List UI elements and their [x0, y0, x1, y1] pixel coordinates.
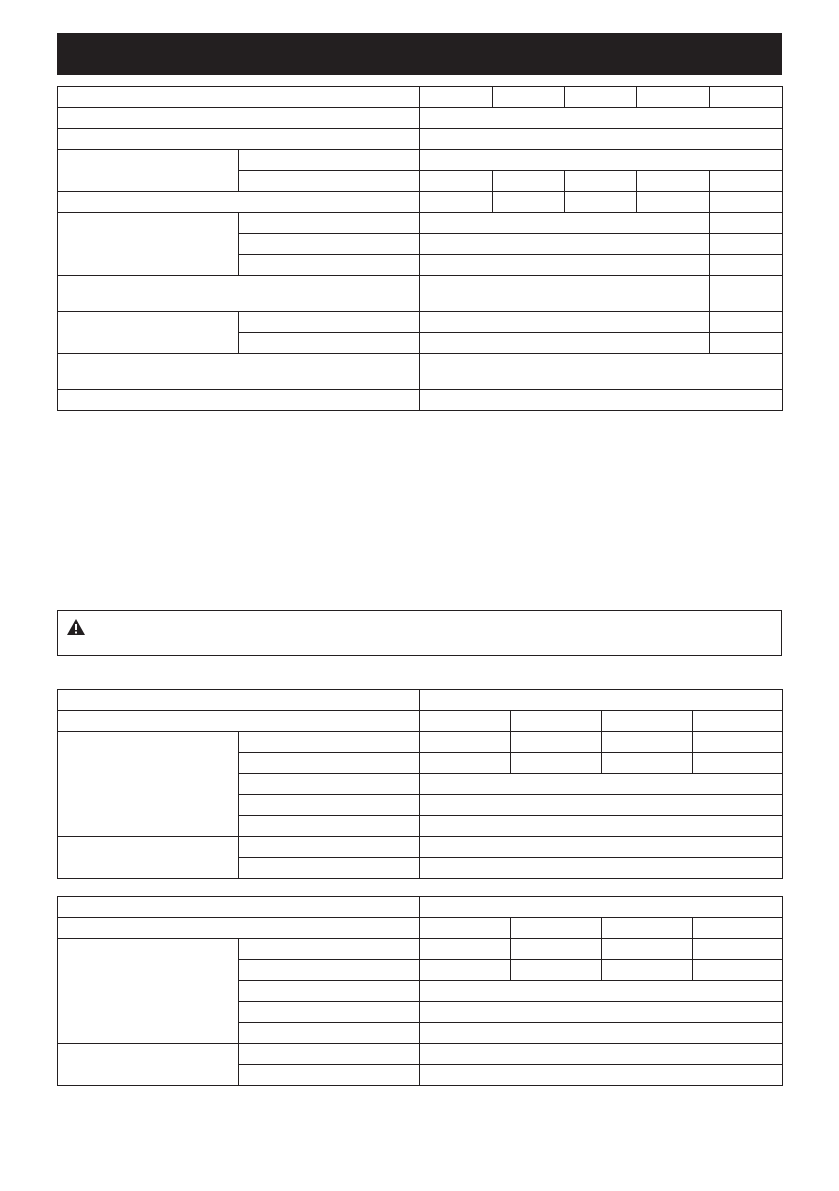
table-cell: [239, 774, 420, 795]
table-cell: [58, 732, 239, 837]
table-cell: [565, 192, 637, 213]
table-row: [58, 312, 783, 333]
table-row: [58, 897, 783, 918]
table-cell: [58, 354, 420, 390]
table-row: [58, 939, 783, 960]
table-cell: [239, 795, 420, 816]
table-cell: [239, 333, 420, 354]
table-cell: [420, 858, 783, 879]
table-cell: [420, 1044, 783, 1065]
table-row: [58, 1044, 783, 1065]
table-cell: [493, 87, 565, 108]
table-cell: [420, 192, 493, 213]
table-cell: [420, 255, 710, 276]
table-cell: [58, 837, 239, 879]
table-cell: [602, 753, 693, 774]
table-cell: [420, 276, 710, 312]
table-cell: [239, 171, 420, 192]
table-cell: [58, 1044, 239, 1086]
table-cell: [58, 939, 239, 1044]
table-cell: [493, 192, 565, 213]
table-cell: [420, 1002, 783, 1023]
table-row: [58, 354, 783, 390]
table-cell: [420, 918, 511, 939]
table-cell: [420, 87, 493, 108]
table-cell: [602, 960, 693, 981]
table-cell: [602, 732, 693, 753]
table-cell: [58, 312, 239, 354]
table-row: [58, 276, 783, 312]
table-cell: [420, 753, 511, 774]
table-cell: [420, 981, 783, 1002]
table-row: [58, 213, 783, 234]
table-cell: [602, 939, 693, 960]
table-cell: [239, 1023, 420, 1044]
table-cell: [420, 171, 493, 192]
table-cell: [239, 150, 420, 171]
table-cell: [239, 858, 420, 879]
table-cell: [58, 690, 420, 711]
battery-table-2: [57, 896, 783, 1086]
table-cell: [710, 87, 783, 108]
table-cell: [565, 87, 637, 108]
table-cell: [420, 816, 783, 837]
header-bar: [57, 33, 782, 75]
table-cell: [58, 192, 420, 213]
table-cell: [511, 753, 602, 774]
specifications-table: [57, 86, 783, 411]
table-cell: [420, 312, 710, 333]
table-cell: [420, 213, 710, 234]
table-cell: [420, 150, 783, 171]
table-cell: [420, 690, 783, 711]
table-cell: [58, 108, 420, 129]
table-cell: [511, 960, 602, 981]
table-cell: [239, 981, 420, 1002]
table-cell: [58, 897, 420, 918]
table-cell: [710, 234, 783, 255]
table-cell: [58, 276, 420, 312]
table-row: [58, 129, 783, 150]
table-cell: [420, 390, 783, 411]
table-cell: [239, 1044, 420, 1065]
table-row: [58, 87, 783, 108]
table-cell: [239, 939, 420, 960]
table-cell: [420, 960, 511, 981]
table-cell: [493, 171, 565, 192]
table-cell: [58, 390, 420, 411]
table-cell: [420, 837, 783, 858]
warning-icon: [66, 618, 86, 636]
table-cell: [239, 816, 420, 837]
table-cell: [239, 1065, 420, 1086]
table-cell: [693, 939, 783, 960]
table-cell: [420, 354, 783, 390]
table-cell: [420, 1065, 783, 1086]
table-cell: [420, 795, 783, 816]
table-cell: [637, 171, 710, 192]
table-cell: [693, 918, 783, 939]
table-cell: [511, 939, 602, 960]
table-cell: [693, 753, 783, 774]
table-cell: [239, 753, 420, 774]
table-cell: [420, 1023, 783, 1044]
battery-table-1: [57, 689, 783, 879]
table-cell: [239, 1002, 420, 1023]
table-cell: [239, 732, 420, 753]
table-cell: [58, 711, 420, 732]
table-cell: [420, 939, 511, 960]
table-row: [58, 150, 783, 171]
table-cell: [420, 108, 783, 129]
table-cell: [602, 918, 693, 939]
table-cell: [511, 732, 602, 753]
table-cell: [58, 150, 239, 192]
table-cell: [420, 774, 783, 795]
table-row: [58, 192, 783, 213]
table-cell: [565, 171, 637, 192]
table-cell: [710, 333, 783, 354]
table-cell: [420, 333, 710, 354]
warning-box: [57, 610, 782, 656]
table-row: [58, 108, 783, 129]
table-cell: [693, 960, 783, 981]
table-cell: [239, 960, 420, 981]
table-cell: [710, 276, 783, 312]
table-cell: [602, 711, 693, 732]
table-cell: [710, 312, 783, 333]
table-cell: [693, 732, 783, 753]
table-cell: [420, 129, 783, 150]
table-cell: [637, 87, 710, 108]
table-cell: [58, 129, 420, 150]
table-cell: [420, 234, 710, 255]
table-cell: [58, 87, 420, 108]
table-cell: [511, 918, 602, 939]
table-row: [58, 390, 783, 411]
table-cell: [420, 711, 511, 732]
table-cell: [239, 837, 420, 858]
table-cell: [239, 255, 420, 276]
table-cell: [693, 711, 783, 732]
table-cell: [710, 255, 783, 276]
table-row: [58, 690, 783, 711]
table-row: [58, 732, 783, 753]
table-cell: [511, 711, 602, 732]
table-row: [58, 918, 783, 939]
table-cell: [58, 213, 239, 276]
table-cell: [637, 192, 710, 213]
table-cell: [710, 192, 783, 213]
table-cell: [239, 312, 420, 333]
table-row: [58, 711, 783, 732]
table-cell: [710, 213, 783, 234]
table-cell: [239, 213, 420, 234]
table-cell: [420, 897, 783, 918]
table-cell: [58, 918, 420, 939]
table-cell: [420, 732, 511, 753]
table-cell: [710, 171, 783, 192]
table-cell: [239, 234, 420, 255]
table-row: [58, 837, 783, 858]
